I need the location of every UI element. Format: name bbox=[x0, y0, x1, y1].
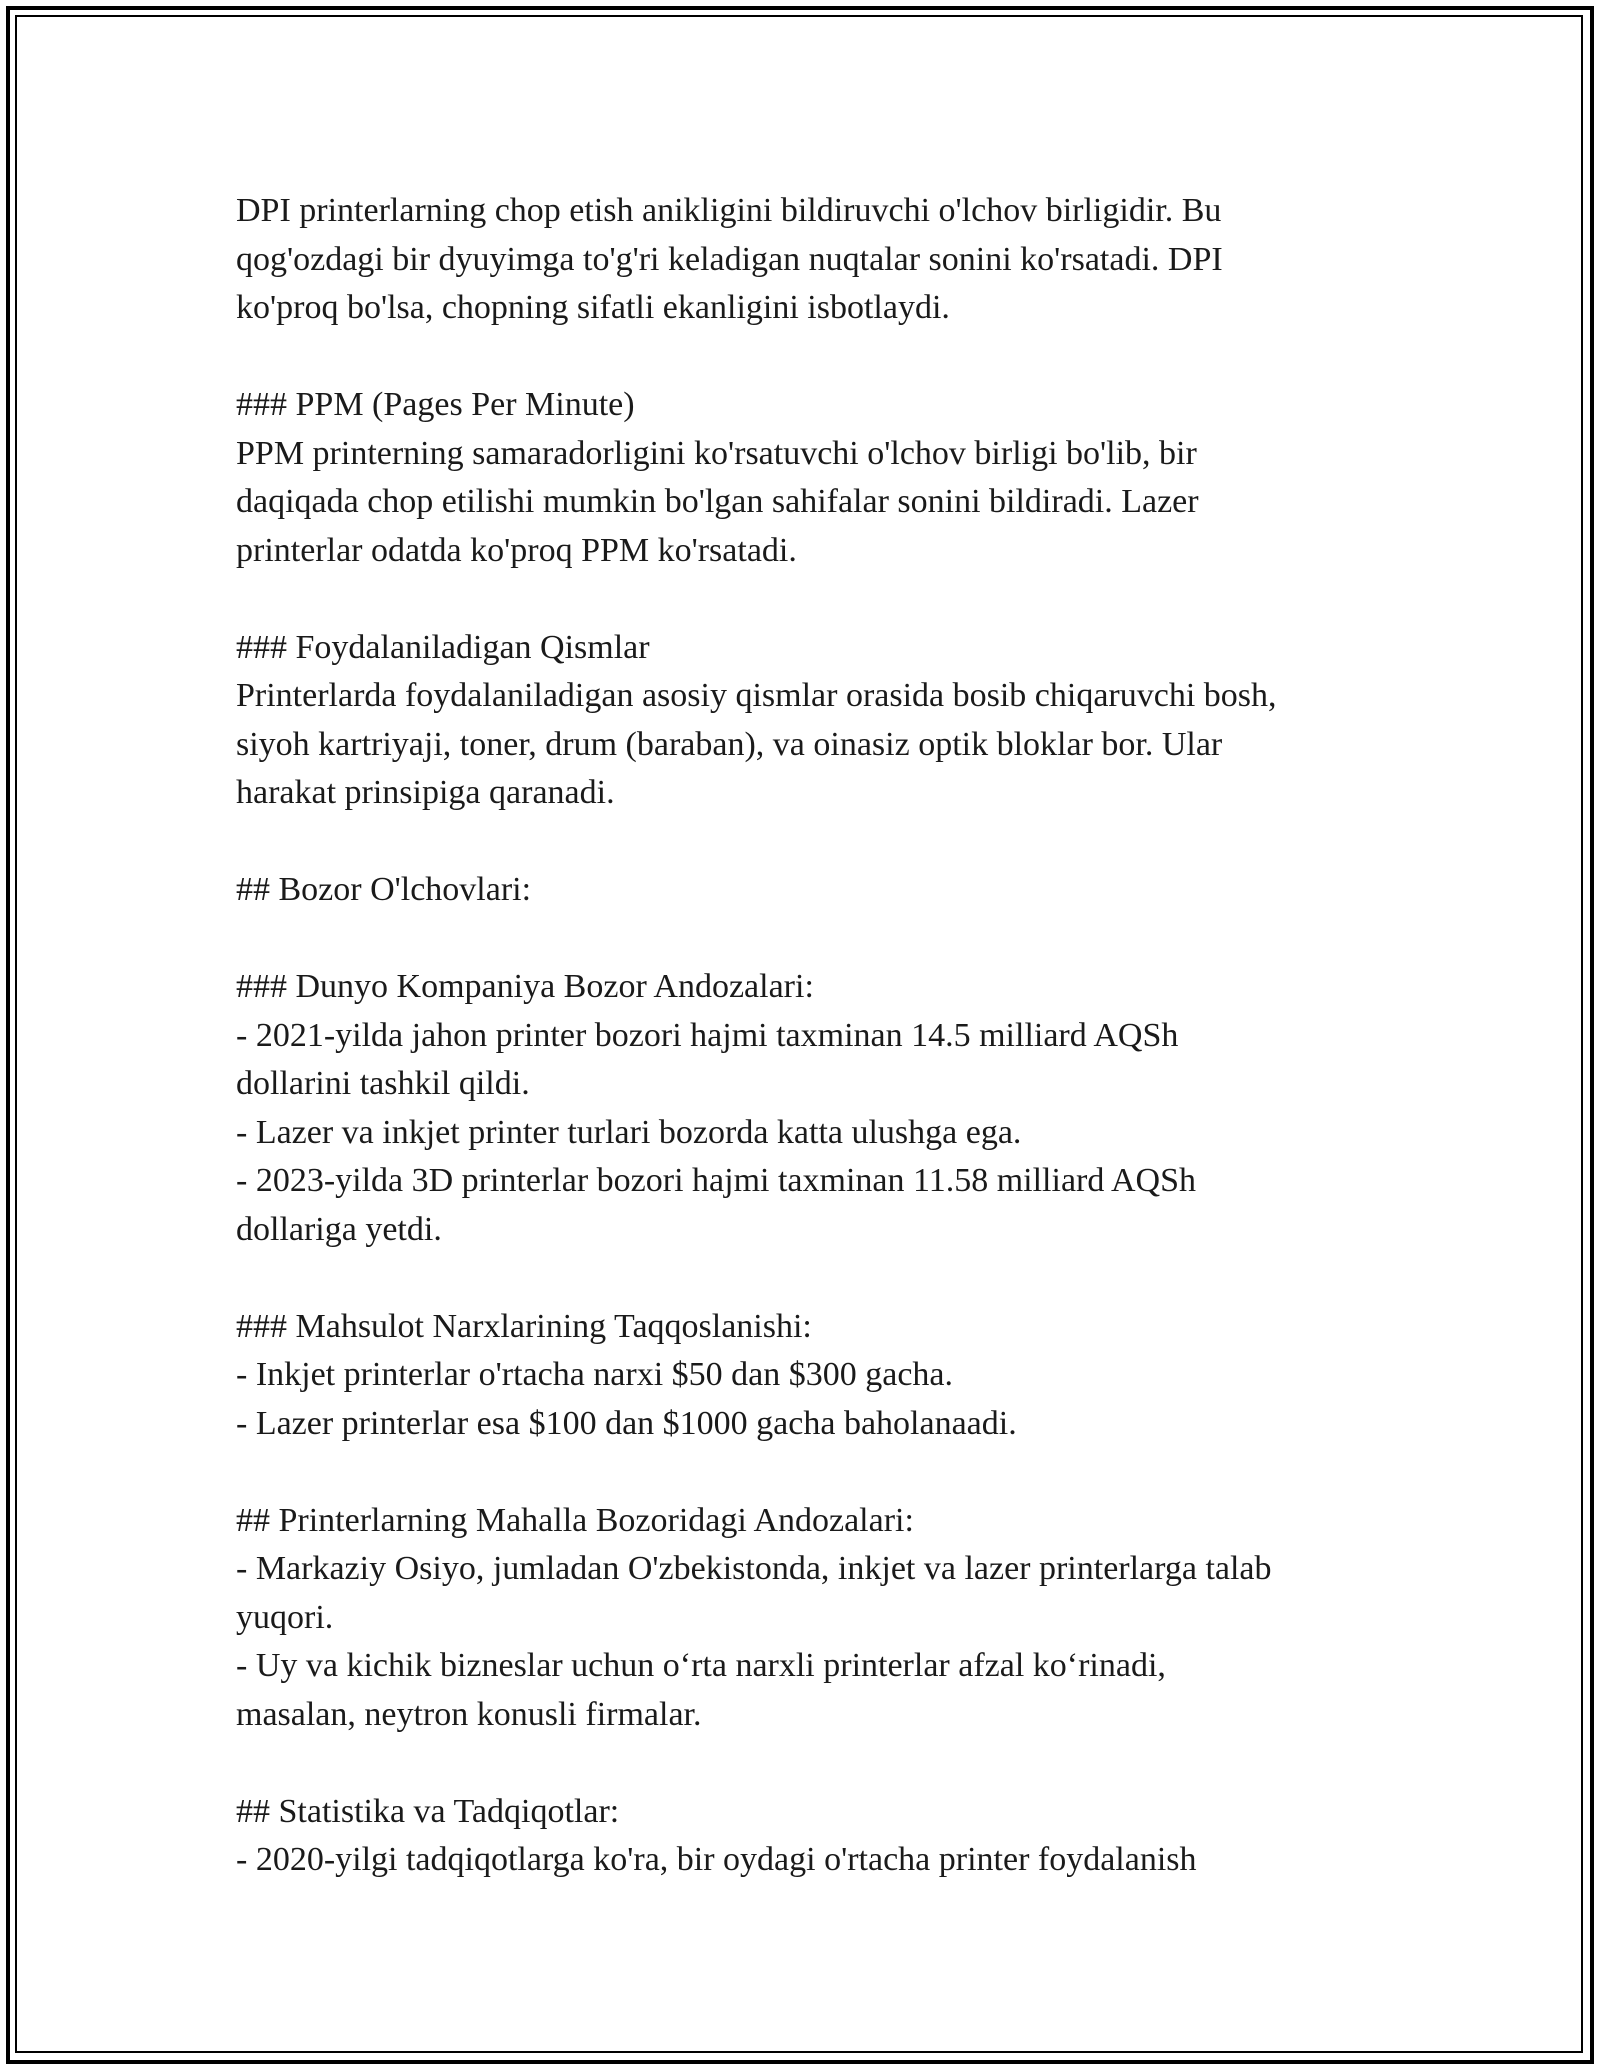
text-line: daqiqada chop etilishi mumkin bo'lgan sahifalar sonini bildiradi. Lazer bbox=[236, 483, 1199, 520]
list-item-line: - Inkjet printerlar o'rtacha narxi $50 dan $300 gacha. bbox=[236, 1356, 954, 1393]
text-line: dollariga yetdi. bbox=[236, 1210, 442, 1248]
text-line: DPI printerlarning chop etish anikligini bildiruvchi o'lchov birligidir. Bu bbox=[236, 192, 1222, 229]
text-line: Printerlarda foydalaniladigan asosiy qismlar orasida bosib chiqaruvchi bosh, bbox=[236, 677, 1277, 714]
text-line: ko'proq bo'lsa, chopning sifatli ekanligini isbotlaydi. bbox=[236, 289, 950, 326]
heading-foydalaniladigan-qismlar: ### Foydalaniladigan Qismlar bbox=[236, 628, 650, 666]
list-item-line: - Lazer va inkjet printer turlari bozorda katta ulushga ega. bbox=[236, 1113, 1022, 1151]
heading-ppm: ### PPM (Pages Per Minute) bbox=[236, 386, 635, 423]
list-item-line: - Lazer printerlar esa $100 dan $1000 gacha baholanaadi. bbox=[236, 1404, 1017, 1442]
blank-line bbox=[236, 1254, 1386, 1303]
text-line: PPM printerning samaradorligini ko'rsatuvchi o'lchov birligi bo'lib, bir bbox=[236, 434, 1197, 472]
document-body bbox=[236, 187, 1386, 1885]
text-line: qog'ozdagi bir dyuyimga to'g'ri keladigan nuqtalar sonini ko'rsatadi. DPI bbox=[236, 240, 1223, 278]
list-item-line: - 2021-yilda jahon printer bozori hajmi taxminan 14.5 milliard AQSh bbox=[236, 1016, 1179, 1054]
text-line: dollarini tashkil qildi. bbox=[236, 1065, 530, 1102]
blank-line bbox=[236, 1448, 1386, 1497]
list-item-line: - 2023-yilda 3D printerlar bozori hajmi taxminan 11.58 milliard AQSh bbox=[236, 1162, 1197, 1199]
list-item-line: - Uy va kichik bizneslar uchun o‘rta narxli printerlar afzal ko‘rinadi, bbox=[236, 1647, 1166, 1684]
text-line: siyoh kartriyaji, toner, drum (baraban), va oinasiz optik bloklar bor. Ular bbox=[236, 725, 1223, 763]
heading-mahalla-bozori: ## Printerlarning Mahalla Bozoridagi Andozalari: bbox=[236, 1501, 914, 1539]
text-line: harakat prinsipiga qaranadi. bbox=[236, 774, 615, 811]
blank-line bbox=[236, 915, 1386, 964]
blank-line bbox=[236, 818, 1386, 867]
blank-line bbox=[236, 575, 1386, 624]
heading-mahsulot-narxlari: ### Mahsulot Narxlarining Taqqoslanishi: bbox=[236, 1307, 812, 1345]
heading-statistika: ## Statistika va Tadqiqotlar: bbox=[236, 1792, 620, 1830]
blank-line bbox=[236, 1739, 1386, 1788]
blank-line bbox=[236, 333, 1386, 382]
text-line: yuqori. bbox=[236, 1598, 334, 1636]
text-line: masalan, neytron konusli firmalar. bbox=[236, 1695, 702, 1733]
text-line: printerlar odatda ko'proq PPM ko'rsatadi. bbox=[236, 531, 797, 569]
heading-bozor-olchovlari: ## Bozor O'lchovlari: bbox=[236, 871, 532, 908]
heading-dunyo-kompaniya: ### Dunyo Kompaniya Bozor Andozalari: bbox=[236, 968, 814, 1005]
list-item-line: - 2020-yilgi tadqiqotlarga ko'ra, bir oydagi o'rtacha printer foydalanish bbox=[236, 1841, 1197, 1878]
list-item-line: - Markaziy Osiyo, jumladan O'zbekistonda, inkjet va lazer printerlarga talab bbox=[236, 1550, 1272, 1587]
